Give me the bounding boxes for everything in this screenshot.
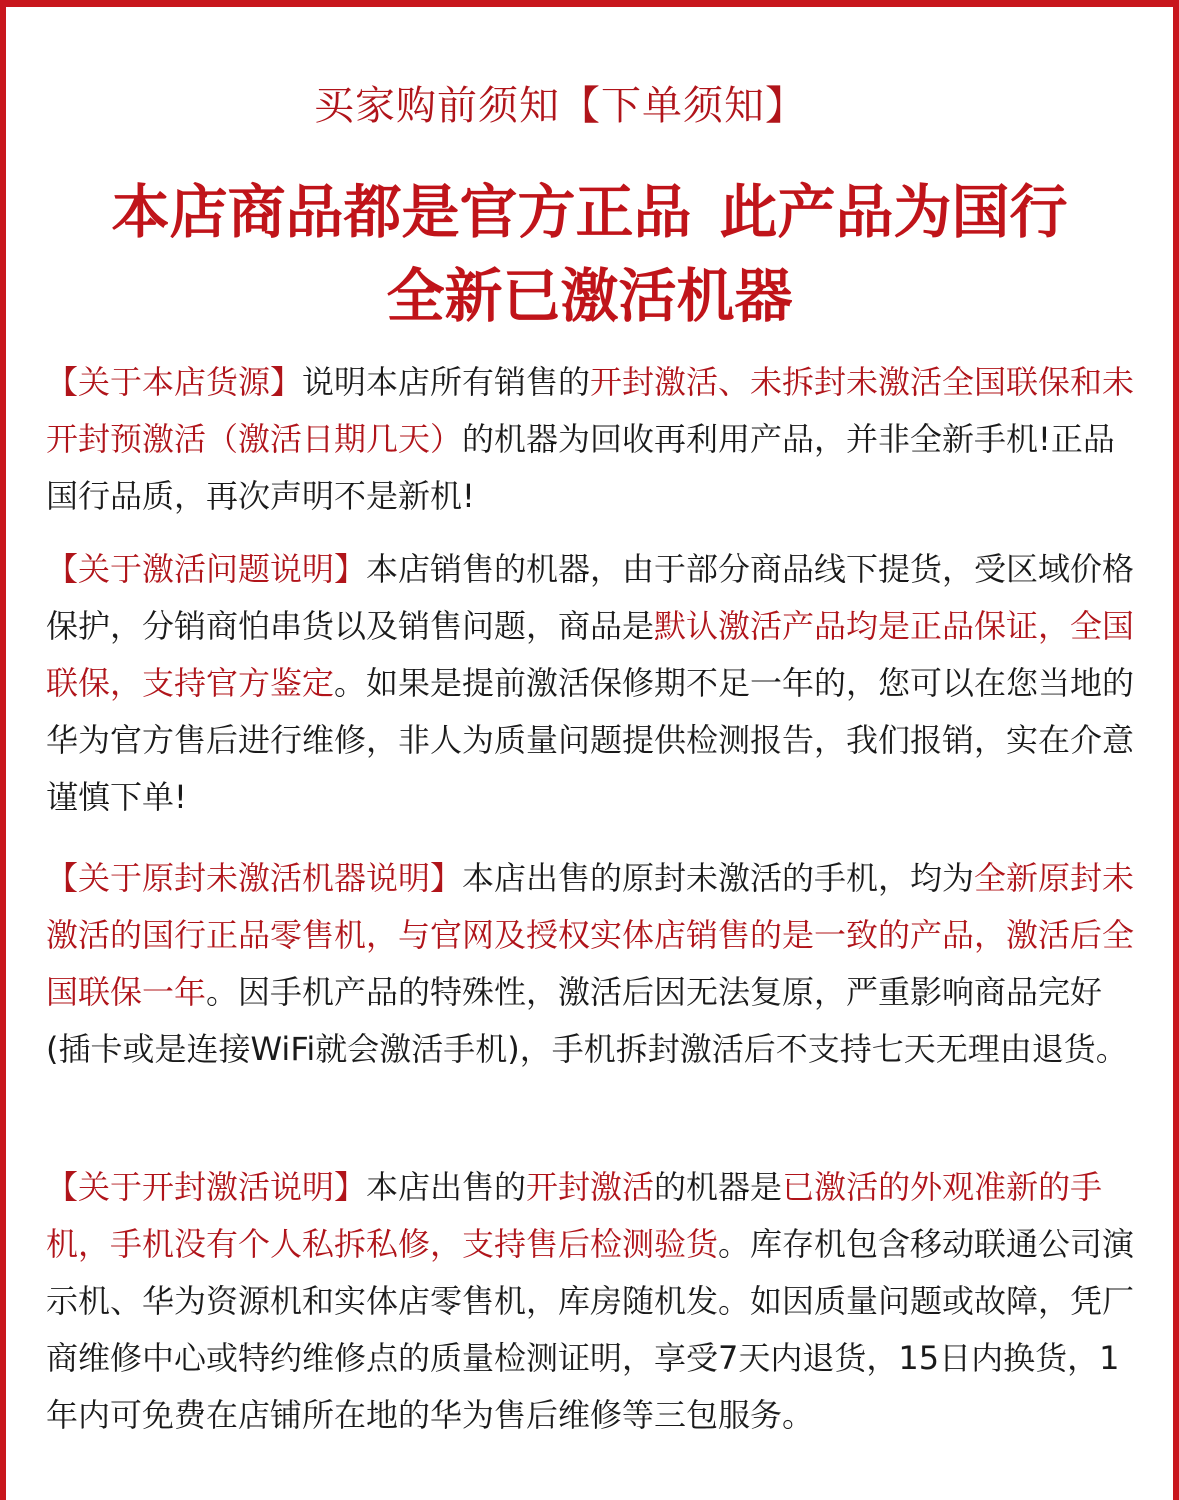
notice-text: 本店出售的 [366,1168,527,1206]
notice-text: 的机器是 [654,1168,783,1206]
headline-line-2: 全新已激活机器 [386,262,793,330]
notice-activation [46,541,1136,826]
headline [0,170,1179,338]
notice-sealed [46,850,1136,1078]
notice-highlight: 全新原封未激活的国行正品零售机，与官网及授权实体店销售的是一致的产品，激活后全国联保一年 [46,859,1135,1011]
headline-part-2: 此产品为国行 [719,178,1068,246]
notice-highlight: 开封激活 [526,1168,655,1206]
notice-text: 本店销售的机器，由于部分商品线下提货，受区域价格保护，分销商怕串货以及销售问题，商品是 [46,550,1135,645]
notice-title: 【关于激活问题说明】 [46,550,367,588]
notice-text: 。如果是提前激活保修期不足一年的，您可以在您当地的华为官方售后进行维修，非人为质量问题提供检测报告，我们报销，实在介意谨慎下单! [46,664,1135,816]
notice-highlight: 默认激活产品均是正品保证，全国联保，支持官方鉴定 [46,607,1135,702]
notice-highlight: 开封激活、未拆封未激活全国联保和未开封预激活（激活日期几天） [46,363,1135,458]
notice-title: 【关于本店货源】 [46,363,303,401]
notice-text: 说明本店所有销售的 [302,363,591,401]
notice-unsealed [46,1159,1136,1444]
notice-text: 的机器为回收再利用产品，并非全新手机!正品国行品质，再次声明不是新机! [46,420,1115,515]
notice-subtitle: 买家购前须知【下单须知】 [314,83,806,129]
notice-highlight: 已激活的外观准新的手机，手机没有个人私拆私修，支持售后检测验货 [46,1168,1103,1263]
notice-text: 。因手机产品的特殊性，激活后因无法复原，严重影响商品完好(插卡或是连接WiFi就会激活手机)，手机拆封激活后不支持七天无理由退货。 [46,973,1128,1068]
headline-part-1: 本店商品都是官方正品 [111,178,692,246]
notice-text: 。库存机包含移动联通公司演示机、华为资源机和实体店零售机，库房随机发。如因质量问题或故障，凭厂商维修中心或特约维修点的质量检测证明，享受7天内退货，15日内换货，1年内可免费在店铺所在地的华为售后维修等三包服务。 [46,1225,1135,1434]
notice-title: 【关于开封激活说明】 [46,1168,367,1206]
notice-title: 【关于原封未激活机器说明】 [46,859,463,897]
notice-source [46,354,1136,525]
notice-text: 本店出售的原封未激活的手机，均为 [462,859,975,897]
